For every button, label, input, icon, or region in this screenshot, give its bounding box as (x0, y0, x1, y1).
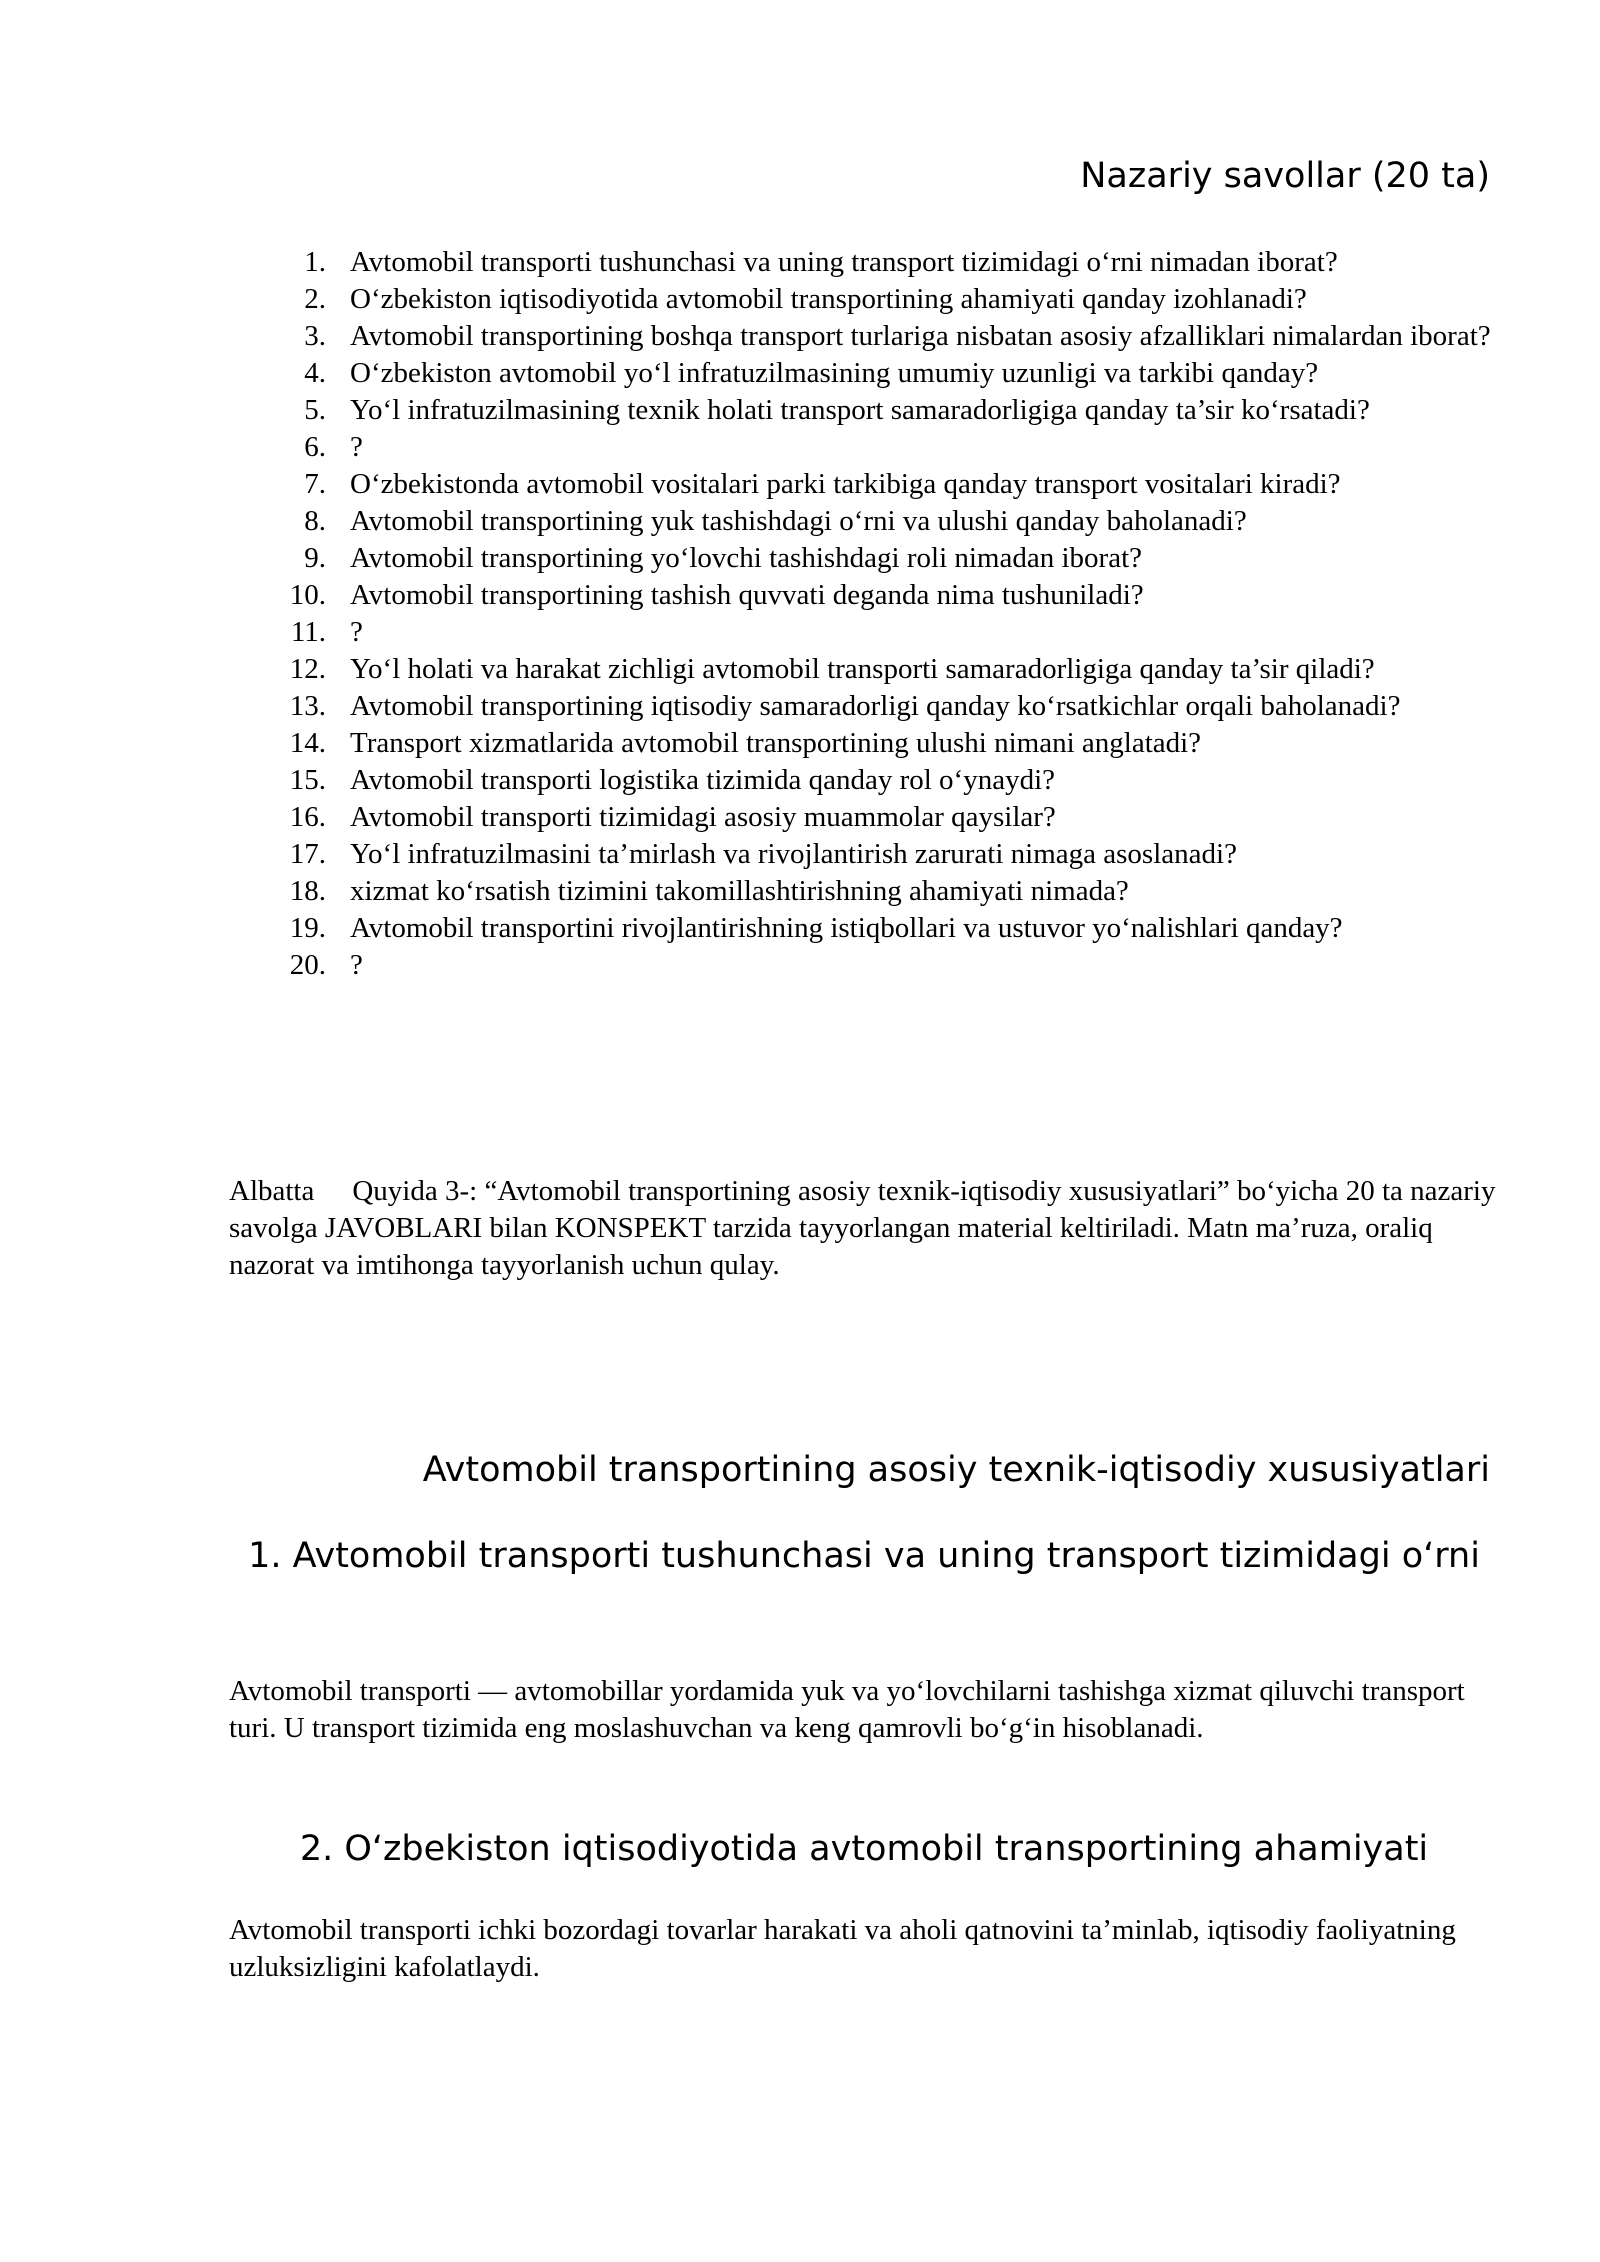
intro-lead: Albatta (229, 1175, 315, 1207)
question-item (268, 503, 1498, 540)
question-number: 12. (289, 653, 326, 685)
question-text: Yo‘l infratuzilmasining texnik holati transport samaradorligiga qanday ta’sir ko‘rsatadi? (350, 394, 1370, 426)
question-text: ? (350, 616, 363, 648)
question-number: 17. (289, 838, 326, 870)
question-item (268, 947, 1498, 984)
question-item (268, 244, 1498, 281)
question-text: ? (350, 949, 363, 981)
question-item (268, 910, 1498, 947)
question-text: xizmat ko‘rsatish tizimini takomillashtirishning ahamiyati nimada? (350, 875, 1129, 907)
question-item (268, 651, 1498, 688)
question-text: Avtomobil transportining boshqa transport turlariga nisbatan asosiy afzalliklari nimalardan iborat? (350, 320, 1491, 352)
question-text: Avtomobil transporti logistika tizimida qanday rol o‘ynaydi? (350, 764, 1055, 796)
question-number: 15. (289, 764, 326, 796)
question-item (268, 799, 1498, 836)
question-text: O‘zbekistonda avtomobil vositalari parki tarkibiga qanday transport vositalari kiradi? (350, 468, 1341, 500)
question-number: 18. (289, 875, 326, 907)
question-item (268, 281, 1498, 318)
question-number: 11. (290, 616, 326, 648)
question-number: 2. (304, 283, 326, 315)
question-number: 4. (304, 357, 326, 389)
section-2-body: Avtomobil transporti ichki bozordagi tovarlar harakati va aholi qatnovini ta’minlab, iqtisodiy faoliyatning uzluksizligini kafolatlaydi. (229, 1914, 1456, 1983)
question-item (268, 836, 1498, 873)
question-number: 8. (304, 505, 326, 537)
question-item (268, 318, 1498, 355)
question-item (268, 688, 1498, 725)
question-text: Yo‘l infratuzilmasini ta’mirlash va rivojlantirish zarurati nimaga asoslanadi? (350, 838, 1237, 870)
question-text: Avtomobil transporti tizimidagi asosiy muammolar qaysilar? (350, 801, 1056, 833)
question-number: 20. (289, 949, 326, 981)
question-number: 19. (289, 912, 326, 944)
question-number: 16. (289, 801, 326, 833)
section-1-heading: 1. Avtomobil transporti tushunchasi va uning transport tizimidagi o‘rni (248, 1536, 1480, 1576)
question-text: Avtomobil transportining yo‘lovchi tashishdagi roli nimadan iborat? (350, 542, 1142, 574)
question-text: O‘zbekiston avtomobil yo‘l infratuzilmasining umumiy uzunligi va tarkibi qanday? (350, 357, 1319, 389)
question-text: O‘zbekiston iqtisodiyotida avtomobil transportining ahamiyati qanday izohlanadi? (350, 283, 1307, 315)
section-1-body: Avtomobil transporti — avtomobillar yordamida yuk va yo‘lovchilarni tashishga xizmat qiluvchi transport turi. U transport tizimida eng moslashuvchan va keng qamrovli bo‘g‘in hisoblanadi. (229, 1675, 1465, 1744)
question-item (268, 614, 1498, 651)
section-2-heading: 2. O‘zbekiston iqtisodiyotida avtomobil transportining ahamiyati (299, 1829, 1429, 1869)
question-item (268, 355, 1498, 392)
question-text: Avtomobil transportining yuk tashishdagi o‘rni va ulushi qanday baholanadi? (350, 505, 1247, 537)
question-number: 13. (289, 690, 326, 722)
question-list (268, 244, 1498, 984)
question-item (268, 873, 1498, 910)
question-text: Transport xizmatlarida avtomobil transportining ulushi nimani anglatadi? (350, 727, 1202, 759)
question-number: 7. (304, 468, 326, 500)
question-item (268, 762, 1498, 799)
question-text: ? (350, 431, 363, 463)
question-item (268, 725, 1498, 762)
question-number: 6. (304, 431, 326, 463)
page-title: Nazariy savollar (20 ta) (1080, 156, 1490, 196)
question-text: Avtomobil transportini rivojlantirishning istiqbollari va ustuvor yo‘nalishlari qanday? (350, 912, 1343, 944)
question-item (268, 392, 1498, 429)
question-item (268, 540, 1498, 577)
question-text: Yo‘l holati va harakat zichligi avtomobil transporti samaradorligiga qanday ta’sir qiladi? (350, 653, 1375, 685)
question-number: 3. (304, 320, 326, 352)
question-number: 1. (304, 246, 326, 278)
question-number: 10. (289, 579, 326, 611)
question-number: 5. (304, 394, 326, 426)
question-item (268, 577, 1498, 614)
question-number: 9. (304, 542, 326, 574)
intro-paragraph (229, 1173, 1499, 1284)
question-text: Avtomobil transporti tushunchasi va uning transport tizimidagi o‘rni nimadan iborat? (350, 246, 1338, 278)
question-text: Avtomobil transportining iqtisodiy samaradorligi qanday ko‘rsatkichlar orqali baholanadi? (350, 690, 1401, 722)
intro-text: Quyida 3-: “Avtomobil transportining asosiy texnik-iqtisodiy xususiyatlari” bo‘yicha 20 ta nazariy savolga JAVOBLARI bilan KONSPEKT tarzida tayyorlangan material keltiriladi. Matn ma’ruza, oraliq nazorat va imtihonga tayyorlanish uchun qulay. (229, 1175, 1496, 1281)
question-item (268, 466, 1498, 503)
question-item (268, 429, 1498, 466)
question-number: 14. (289, 727, 326, 759)
main-heading: Avtomobil transportining asosiy texnik-iqtisodiy xususiyatlari (422, 1450, 1490, 1490)
question-text: Avtomobil transportining tashish quvvati deganda nima tushuniladi? (350, 579, 1144, 611)
